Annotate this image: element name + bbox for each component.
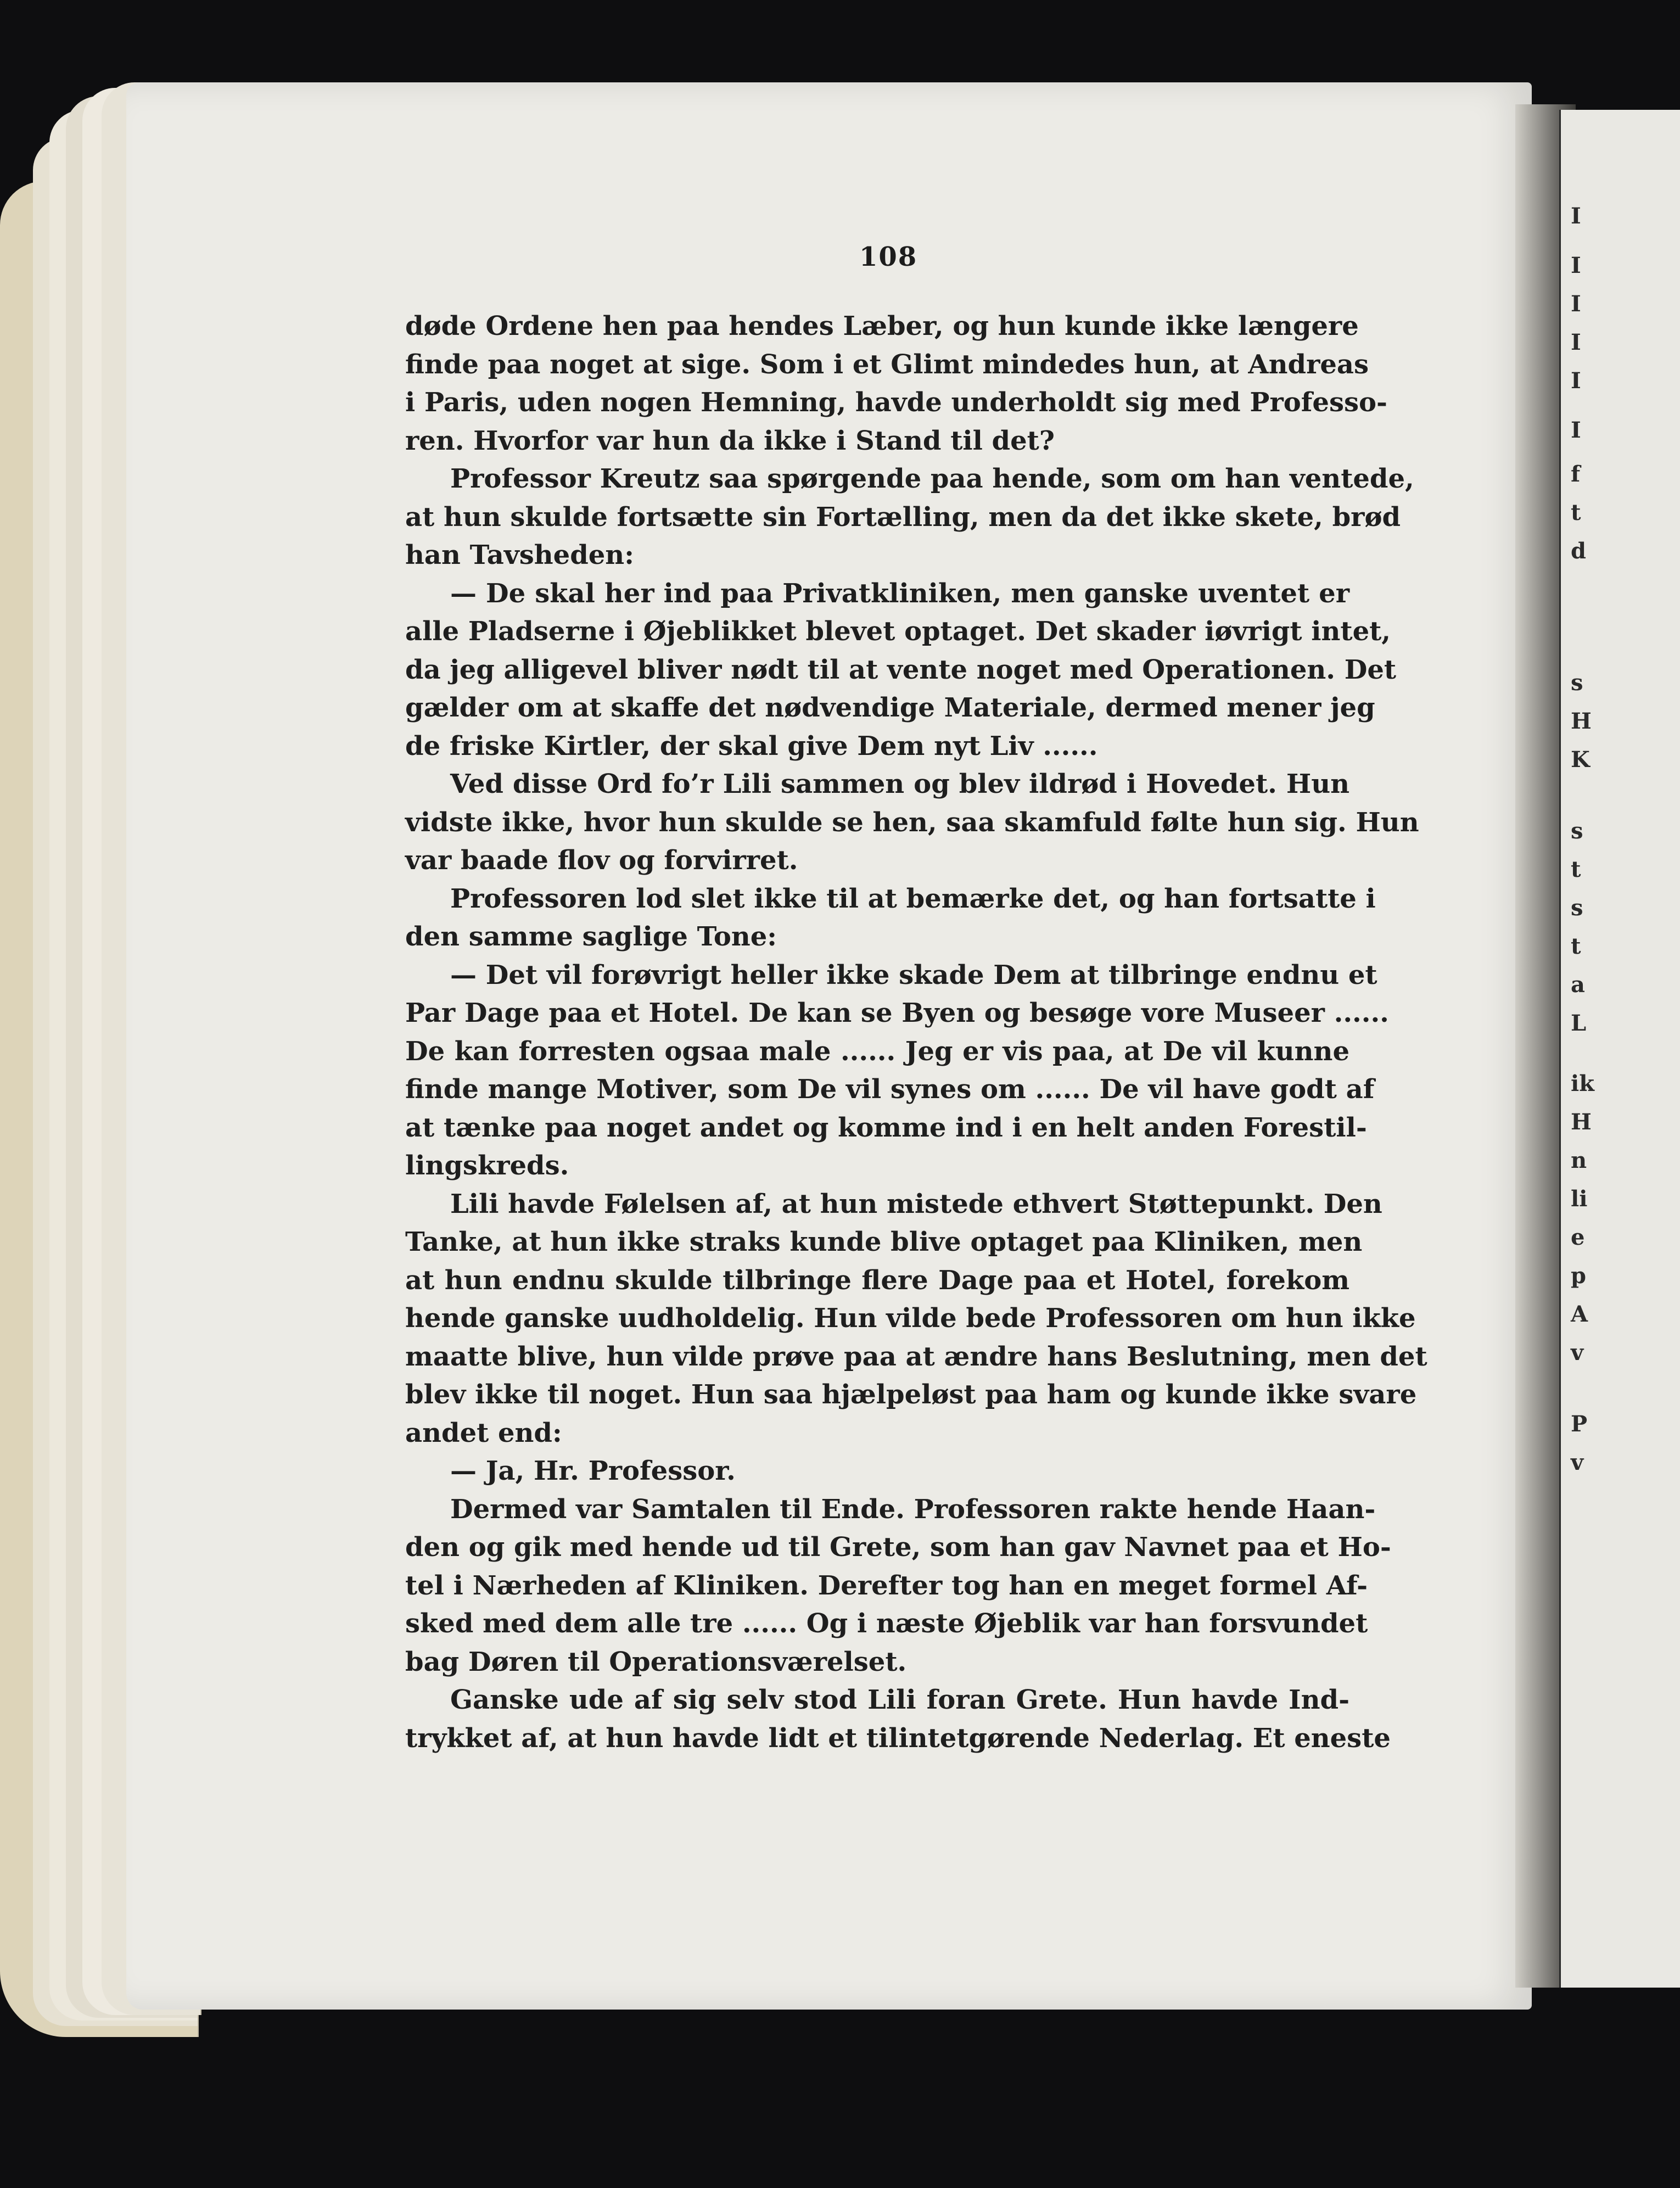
- text-line: da jeg alligevel bliver nødt til at vente noget med Operationen. Det: [405, 654, 1397, 685]
- facing-page-text-fragment: K: [1571, 747, 1590, 773]
- facing-page-text-fragment: a: [1571, 972, 1585, 998]
- facing-page-text-fragment: v: [1571, 1450, 1584, 1475]
- page-number: 108: [859, 242, 918, 272]
- facing-page-text-fragment: I: [1571, 203, 1581, 229]
- facing-page-text-fragment: n: [1571, 1148, 1587, 1173]
- facing-page-text-fragment: H: [1571, 1109, 1592, 1135]
- text-line: lingskreds.: [405, 1150, 569, 1181]
- facing-page-text-fragment: s: [1571, 670, 1583, 696]
- text-line: De kan forresten ogsaa male ...... Jeg er vis paa, at De vil kunne: [405, 1036, 1349, 1067]
- text-line: at hun skulde fortsætte sin Fortælling, men da det ikke skete, brød: [405, 501, 1401, 533]
- text-line: — Det vil forøvrigt heller ikke skade Dem at tilbringe endnu et: [450, 959, 1377, 991]
- text-line: vidste ikke, hvor hun skulde se hen, saa skamfuld følte hun sig. Hun: [405, 807, 1419, 838]
- text-line: den samme saglige Tone:: [405, 921, 777, 952]
- text-line: Tanke, at hun ikke straks kunde blive optaget paa Kliniken, men: [405, 1227, 1363, 1257]
- facing-page-text-fragment: I: [1571, 291, 1581, 317]
- text-line: sked med dem alle tre ...... Og i næste Øjeblik var han forsvundet: [405, 1608, 1368, 1639]
- text-line: ren. Hvorfor var hun da ikke i Stand til det?: [405, 425, 1055, 456]
- text-line: andet end:: [405, 1417, 562, 1448]
- text-line: Dermed var Samtalen til Ende. Professoren rakte hende Haan-: [450, 1493, 1376, 1525]
- facing-page-text-fragment: H: [1571, 708, 1592, 734]
- text-line: Ved disse Ord fo’r Lili sammen og blev ildrød i Hovedet. Hun: [450, 769, 1349, 799]
- facing-page-text-fragment: I: [1571, 417, 1581, 443]
- text-line: Par Dage paa et Hotel. De kan se Byen og besøge vore Museer ......: [405, 998, 1389, 1028]
- text-line: finde paa noget at sige. Som i et Glimt mindedes hun, at Andreas: [405, 349, 1369, 380]
- text-line: — Ja, Hr. Professor.: [450, 1456, 736, 1486]
- text-line: Professoren lod slet ikke til at bemærke det, og han fortsatte i: [450, 883, 1376, 914]
- text-line: han Tavsheden:: [405, 540, 634, 570]
- text-line: at tænke paa noget andet og komme ind i en helt anden Forestil-: [405, 1112, 1367, 1143]
- facing-page-text-fragment: d: [1571, 538, 1586, 564]
- facing-page-text-fragment: e: [1571, 1224, 1585, 1250]
- facing-page-text-fragment: p: [1571, 1263, 1586, 1289]
- text-line: blev ikke til noget. Hun saa hjælpeløst paa ham og kunde ikke svare: [405, 1379, 1417, 1410]
- facing-page-text-fragment: A: [1571, 1301, 1588, 1327]
- facing-page-text-fragment: t: [1571, 857, 1581, 882]
- facing-page-text-fragment: t: [1571, 500, 1581, 525]
- text-line: bag Døren til Operationsværelset.: [405, 1646, 907, 1677]
- facing-page-text-fragment: P: [1571, 1411, 1588, 1437]
- text-line: i Paris, uden nogen Hemning, havde underholdt sig med Professo-: [405, 387, 1387, 418]
- facing-page-text-fragment: L: [1571, 1010, 1587, 1036]
- text-line: finde mange Motiver, som De vil synes om ...... De vil have godt af: [405, 1074, 1375, 1105]
- text-line: maatte blive, hun vilde prøve paa at ændre hans Beslutning, men det: [405, 1341, 1427, 1372]
- facing-page-text-fragment: I: [1571, 253, 1581, 278]
- text-line: døde Ordene hen paa hendes Læber, og hun kunde ikke længere: [405, 311, 1359, 342]
- text-line: den og gik med hende ud til Grete, som han gav Navnet paa et Ho-: [405, 1532, 1391, 1563]
- facing-page: [1559, 110, 1680, 1988]
- facing-page-text-fragment: f: [1571, 461, 1581, 487]
- text-line: Ganske ude af sig selv stod Lili foran Grete. Hun havde Ind-: [450, 1685, 1349, 1715]
- text-line: at hun endnu skulde tilbringe flere Dage paa et Hotel, forekom: [405, 1264, 1349, 1296]
- facing-page-text-fragment: ik: [1571, 1071, 1594, 1096]
- facing-page-text-fragment: I: [1571, 329, 1581, 355]
- text-line: de friske Kirtler, der skal give Dem nyt Liv ......: [405, 730, 1098, 762]
- facing-page-text-fragment: s: [1571, 895, 1583, 921]
- facing-page-text-fragment: s: [1571, 818, 1583, 844]
- text-line: tel i Nærheden af Kliniken. Derefter tog han en meget formel Af-: [405, 1570, 1368, 1601]
- text-line: var baade flov og forvirret.: [405, 845, 798, 876]
- text-line: gælder om at skaffe det nødvendige Materiale, dermed mener jeg: [405, 692, 1375, 723]
- text-line: Professor Kreutz saa spørgende paa hende, som om han ventede,: [450, 463, 1414, 494]
- facing-page-text-fragment: t: [1571, 933, 1581, 959]
- text-line: — De skal her ind paa Privatkliniken, men ganske uventet er: [450, 578, 1349, 609]
- page-body-text: [405, 307, 1427, 1758]
- facing-page-text-fragment: v: [1571, 1340, 1584, 1366]
- facing-page-text-fragment: li: [1571, 1186, 1588, 1212]
- text-line: alle Pladserne i Øjeblikket blevet optaget. Det skader iøvrigt intet,: [405, 616, 1391, 647]
- facing-page-text-fragment: I: [1571, 368, 1581, 394]
- text-line: trykket af, at hun havde lidt et tilintetgørende Nederlag. Et eneste: [405, 1722, 1391, 1754]
- text-line: Lili havde Følelsen af, at hun mistede ethvert Støttepunkt. Den: [450, 1188, 1382, 1219]
- text-line: hende ganske uudholdelig. Hun vilde bede Professoren om hun ikke: [405, 1303, 1416, 1334]
